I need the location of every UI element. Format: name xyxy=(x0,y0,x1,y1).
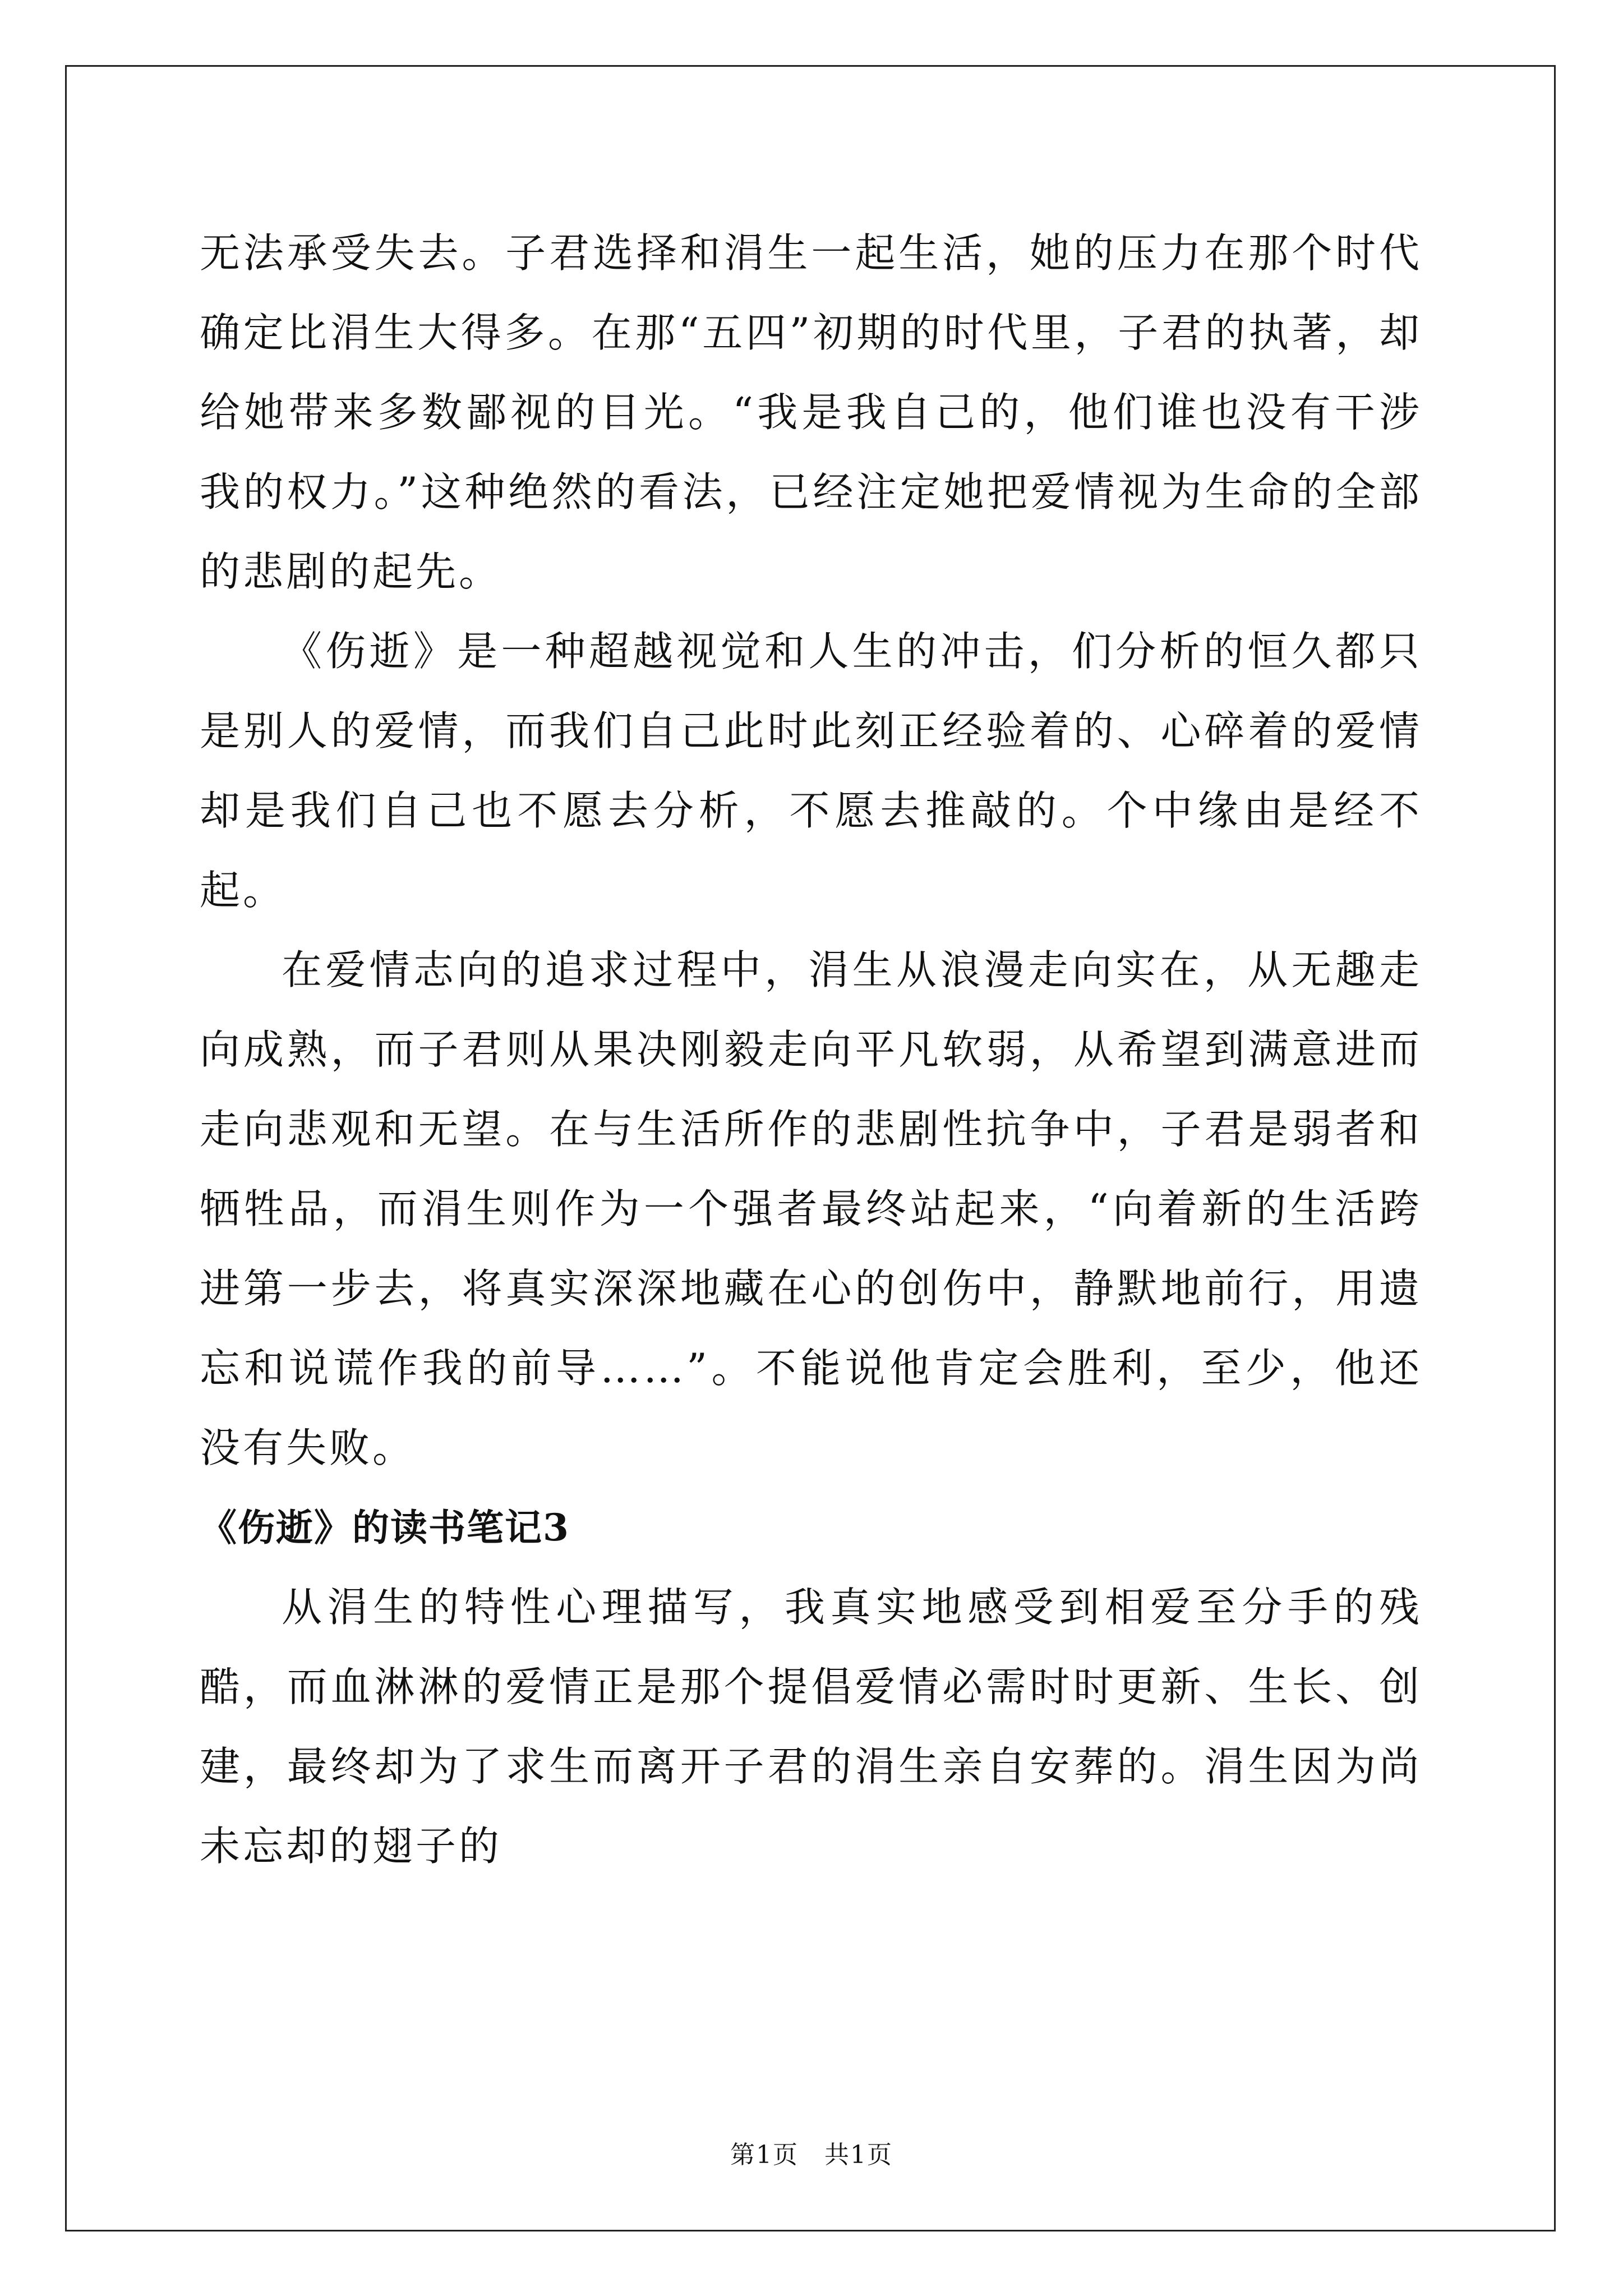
paragraph: 从涓生的特性心理描写，我真实地感受到相爱至分手的残酷，而血淋淋的爱情正是那个提倡爱情必需时时更新、生长、创建，最终却为了求生而离开子君的涓生亲自安葬的。涓生因为尚未忘却的翅子的 xyxy=(200,1584,1422,1870)
page-number: 第1页 xyxy=(730,2141,799,2169)
page-total: 共1页 xyxy=(824,2141,893,2169)
page-footer xyxy=(0,2134,1623,2170)
section-heading: 《伤逝》的读书笔记3 xyxy=(200,1506,570,1549)
paragraph-continuation: 无法承受失去。子君选择和涓生一起生活，她的压力在那个时代确定比涓生大得多。在那“五四”初期的时代里，子君的执著，却给她带来多数鄙视的目光。“我是我自己的，他们谁也没有干涉我的权力。”这种绝然的看法，已经注定她把爱情视为生命的全部的悲剧的起先。 xyxy=(200,229,1422,595)
paragraph: 《伤逝》是一种超越视觉和人生的冲击，们分析的恒久都只是别人的爱情，而我们自己此时此刻正经验着的、心碎着的爱情却是我们自己也不愿去分析，不愿去推敲的。个中缘由是经不起。 xyxy=(200,628,1422,914)
document-body xyxy=(200,213,1422,1886)
paragraph: 在爱情志向的追求过程中，涓生从浪漫走向实在，从无趣走向成熟，而子君则从果决刚毅走向平凡软弱，从希望到满意进而走向悲观和无望。在与生活所作的悲剧性抗争中，子君是弱者和牺牲品，而涓生则作为一个强者最终站起来，“向着新的生活跨进第一步去，将真实深深地藏在心的创伤中，静默地前行，用遗忘和说谎作我的前导……”。不能说他肯定会胜利，至少，他还没有失败。 xyxy=(200,946,1422,1471)
